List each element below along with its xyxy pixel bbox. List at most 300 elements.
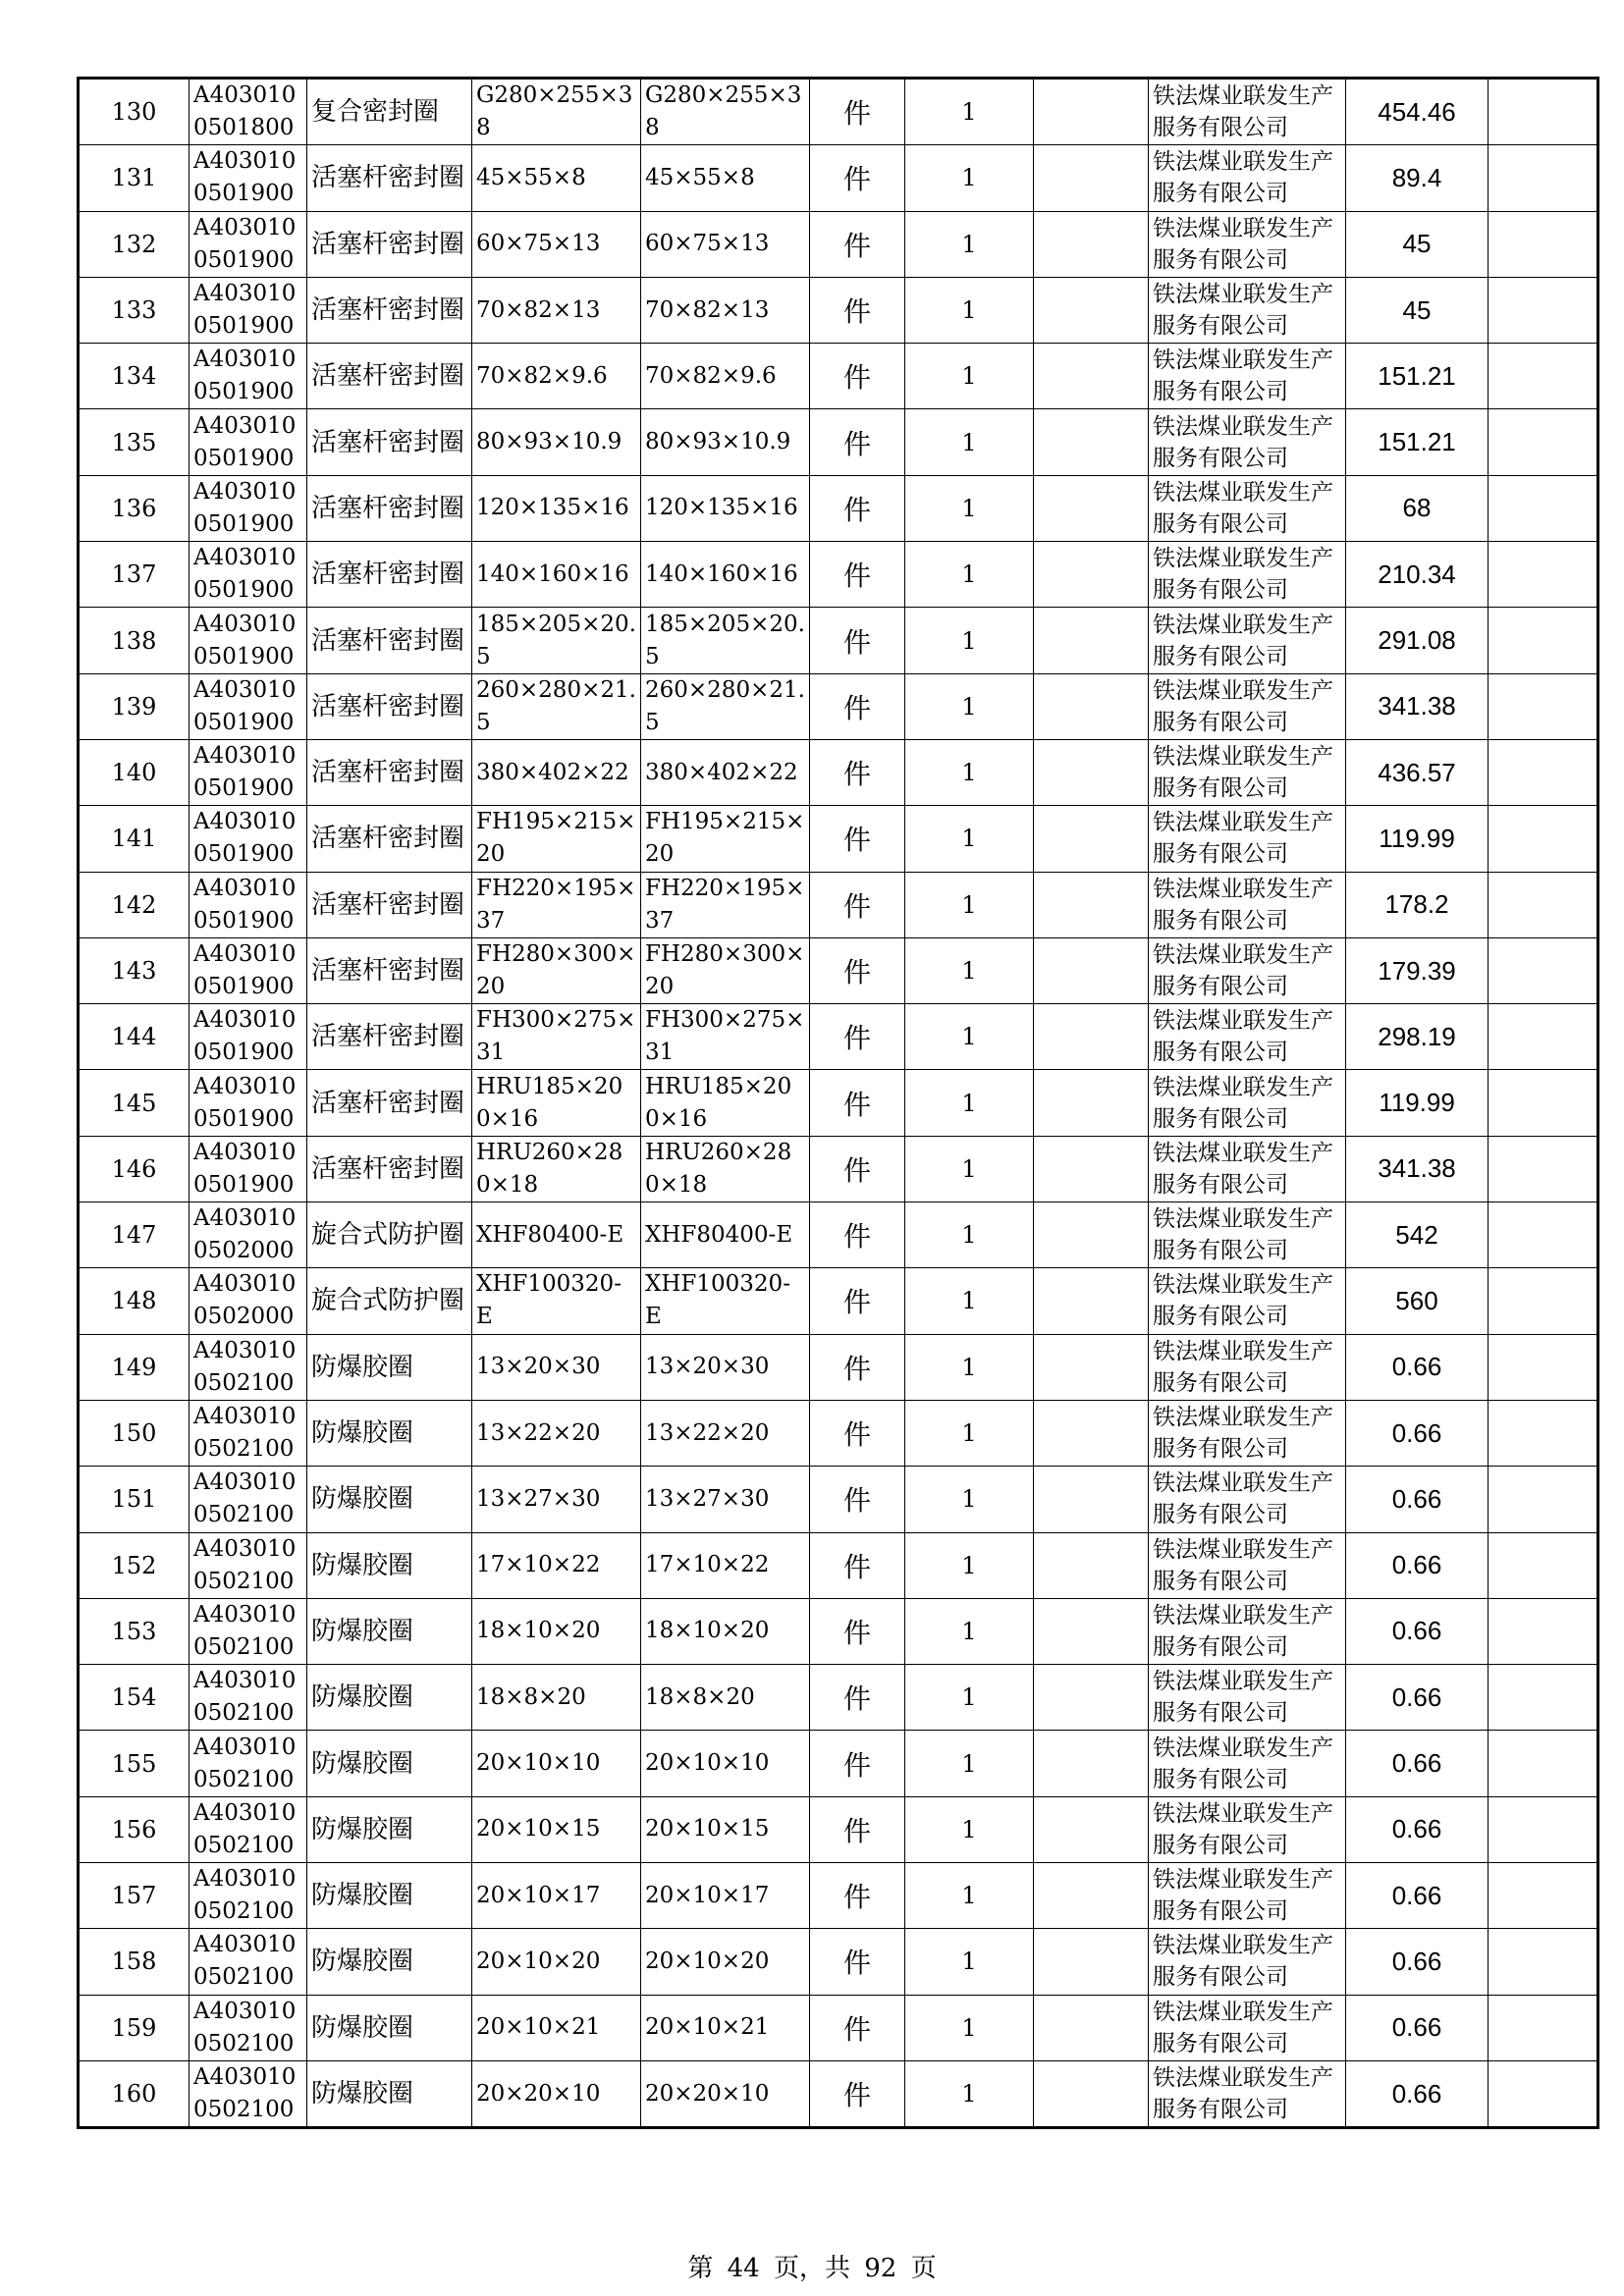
unit: 件 bbox=[810, 145, 905, 211]
remark-cell bbox=[1489, 1796, 1598, 1862]
specification: 70×82×13 bbox=[472, 277, 641, 343]
table-row bbox=[79, 1863, 1598, 1929]
quantity: 1 bbox=[905, 1532, 1034, 1598]
material-code: A4030100501900 bbox=[189, 475, 307, 541]
quantity: 1 bbox=[905, 542, 1034, 608]
blank-cell bbox=[1034, 1796, 1149, 1862]
material-name: 活塞杆密封圈 bbox=[307, 542, 472, 608]
specification: 18×10×20 bbox=[472, 1598, 641, 1664]
quantity: 1 bbox=[905, 1863, 1034, 1929]
quantity: 1 bbox=[905, 1731, 1034, 1796]
table-row bbox=[79, 739, 1598, 805]
unit: 件 bbox=[810, 608, 905, 673]
model: 13×22×20 bbox=[641, 1400, 810, 1466]
unit-price: 436.57 bbox=[1346, 739, 1489, 805]
unit-price: 0.66 bbox=[1346, 2060, 1489, 2127]
unit-price: 298.19 bbox=[1346, 1004, 1489, 1070]
row-number: 153 bbox=[79, 1598, 189, 1664]
specification: 20×10×20 bbox=[472, 1929, 641, 1995]
model: 20×10×10 bbox=[641, 1731, 810, 1796]
blank-cell bbox=[1034, 739, 1149, 805]
supplier: 铁法煤业联发生产服务有限公司 bbox=[1149, 277, 1346, 343]
remark-cell bbox=[1489, 1731, 1598, 1796]
model: 13×20×30 bbox=[641, 1334, 810, 1400]
supplier: 铁法煤业联发生产服务有限公司 bbox=[1149, 608, 1346, 673]
unit: 件 bbox=[810, 1995, 905, 2060]
material-code: A4030100502100 bbox=[189, 1995, 307, 2060]
price-table bbox=[77, 77, 1599, 2129]
unit-price: 341.38 bbox=[1346, 673, 1489, 739]
supplier: 铁法煤业联发生产服务有限公司 bbox=[1149, 1665, 1346, 1731]
blank-cell bbox=[1034, 1731, 1149, 1796]
unit-price: 119.99 bbox=[1346, 1070, 1489, 1136]
quantity: 1 bbox=[905, 1995, 1034, 2060]
blank-cell bbox=[1034, 872, 1149, 937]
supplier: 铁法煤业联发生产服务有限公司 bbox=[1149, 1268, 1346, 1334]
remark-cell bbox=[1489, 79, 1598, 145]
blank-cell bbox=[1034, 344, 1149, 409]
model: HRU260×280×18 bbox=[641, 1136, 810, 1201]
model: 60×75×13 bbox=[641, 211, 810, 277]
table-row bbox=[79, 1400, 1598, 1466]
material-name: 复合密封圈 bbox=[307, 79, 472, 145]
blank-cell bbox=[1034, 673, 1149, 739]
table-row bbox=[79, 872, 1598, 937]
remark-cell bbox=[1489, 1070, 1598, 1136]
unit: 件 bbox=[810, 1863, 905, 1929]
quantity: 1 bbox=[905, 1929, 1034, 1995]
specification: 60×75×13 bbox=[472, 211, 641, 277]
model: 70×82×9.6 bbox=[641, 344, 810, 409]
material-code: A4030100501900 bbox=[189, 1136, 307, 1201]
specification: 140×160×16 bbox=[472, 542, 641, 608]
material-name: 活塞杆密封圈 bbox=[307, 1070, 472, 1136]
material-name: 防爆胶圈 bbox=[307, 1796, 472, 1862]
table-row bbox=[79, 1532, 1598, 1598]
table-row bbox=[79, 2060, 1598, 2127]
supplier: 铁法煤业联发生产服务有限公司 bbox=[1149, 1598, 1346, 1664]
material-name: 防爆胶圈 bbox=[307, 1863, 472, 1929]
unit: 件 bbox=[810, 1665, 905, 1731]
row-number: 137 bbox=[79, 542, 189, 608]
remark-cell bbox=[1489, 409, 1598, 475]
supplier: 铁法煤业联发生产服务有限公司 bbox=[1149, 1731, 1346, 1796]
table-row bbox=[79, 1598, 1598, 1664]
material-name: 防爆胶圈 bbox=[307, 1665, 472, 1731]
unit-price: 68 bbox=[1346, 475, 1489, 541]
row-number: 157 bbox=[79, 1863, 189, 1929]
specification: XHF100320-E bbox=[472, 1268, 641, 1334]
remark-cell bbox=[1489, 542, 1598, 608]
table-row bbox=[79, 542, 1598, 608]
model: 120×135×16 bbox=[641, 475, 810, 541]
unit-price: 0.66 bbox=[1346, 1796, 1489, 1862]
row-number: 136 bbox=[79, 475, 189, 541]
remark-cell bbox=[1489, 608, 1598, 673]
material-name: 活塞杆密封圈 bbox=[307, 673, 472, 739]
material-code: A4030100502100 bbox=[189, 1400, 307, 1466]
unit: 件 bbox=[810, 1796, 905, 1862]
table-row bbox=[79, 277, 1598, 343]
material-code: A4030100502000 bbox=[189, 1202, 307, 1268]
table-row bbox=[79, 79, 1598, 145]
blank-cell bbox=[1034, 1532, 1149, 1598]
model: 20×10×17 bbox=[641, 1863, 810, 1929]
supplier: 铁法煤业联发生产服务有限公司 bbox=[1149, 1334, 1346, 1400]
row-number: 160 bbox=[79, 2060, 189, 2127]
table-row bbox=[79, 1070, 1598, 1136]
quantity: 1 bbox=[905, 806, 1034, 872]
model: FH300×275×31 bbox=[641, 1004, 810, 1070]
model: 18×8×20 bbox=[641, 1665, 810, 1731]
material-code: A4030100501900 bbox=[189, 409, 307, 475]
row-number: 156 bbox=[79, 1796, 189, 1862]
remark-cell bbox=[1489, 1995, 1598, 2060]
quantity: 1 bbox=[905, 1400, 1034, 1466]
specification: 13×27×30 bbox=[472, 1467, 641, 1532]
material-code: A4030100501900 bbox=[189, 673, 307, 739]
material-name: 活塞杆密封圈 bbox=[307, 608, 472, 673]
blank-cell bbox=[1034, 1863, 1149, 1929]
supplier: 铁法煤业联发生产服务有限公司 bbox=[1149, 145, 1346, 211]
blank-cell bbox=[1034, 1268, 1149, 1334]
unit-price: 0.66 bbox=[1346, 1995, 1489, 2060]
table-row bbox=[79, 145, 1598, 211]
material-code: A4030100501900 bbox=[189, 937, 307, 1003]
material-code: A4030100501900 bbox=[189, 277, 307, 343]
table-body bbox=[79, 79, 1598, 2128]
row-number: 142 bbox=[79, 872, 189, 937]
row-number: 152 bbox=[79, 1532, 189, 1598]
specification: FH280×300×20 bbox=[472, 937, 641, 1003]
specification: 20×20×10 bbox=[472, 2060, 641, 2127]
material-name: 旋合式防护圈 bbox=[307, 1268, 472, 1334]
material-code: A4030100501900 bbox=[189, 211, 307, 277]
specification: HRU185×200×16 bbox=[472, 1070, 641, 1136]
quantity: 1 bbox=[905, 277, 1034, 343]
unit: 件 bbox=[810, 937, 905, 1003]
row-number: 145 bbox=[79, 1070, 189, 1136]
table-row bbox=[79, 1202, 1598, 1268]
quantity: 1 bbox=[905, 1268, 1034, 1334]
blank-cell bbox=[1034, 475, 1149, 541]
supplier: 铁法煤业联发生产服务有限公司 bbox=[1149, 806, 1346, 872]
row-number: 139 bbox=[79, 673, 189, 739]
material-code: A4030100501900 bbox=[189, 608, 307, 673]
unit: 件 bbox=[810, 872, 905, 937]
unit-price: 89.4 bbox=[1346, 145, 1489, 211]
table-row bbox=[79, 344, 1598, 409]
unit-price: 151.21 bbox=[1346, 409, 1489, 475]
unit: 件 bbox=[810, 1136, 905, 1201]
model: 260×280×21.5 bbox=[641, 673, 810, 739]
specification: 260×280×21.5 bbox=[472, 673, 641, 739]
row-number: 140 bbox=[79, 739, 189, 805]
material-code: A4030100502100 bbox=[189, 1467, 307, 1532]
row-number: 146 bbox=[79, 1136, 189, 1201]
unit: 件 bbox=[810, 673, 905, 739]
material-name: 防爆胶圈 bbox=[307, 1929, 472, 1995]
table-row bbox=[79, 673, 1598, 739]
row-number: 130 bbox=[79, 79, 189, 145]
remark-cell bbox=[1489, 145, 1598, 211]
specification: 20×10×17 bbox=[472, 1863, 641, 1929]
material-code: A4030100502100 bbox=[189, 1665, 307, 1731]
model: 45×55×8 bbox=[641, 145, 810, 211]
material-code: A4030100502100 bbox=[189, 2060, 307, 2127]
unit-price: 151.21 bbox=[1346, 344, 1489, 409]
quantity: 1 bbox=[905, 872, 1034, 937]
remark-cell bbox=[1489, 1268, 1598, 1334]
unit: 件 bbox=[810, 1598, 905, 1664]
unit-price: 178.2 bbox=[1346, 872, 1489, 937]
supplier: 铁法煤业联发生产服务有限公司 bbox=[1149, 1070, 1346, 1136]
row-number: 159 bbox=[79, 1995, 189, 2060]
unit-price: 0.66 bbox=[1346, 1929, 1489, 1995]
material-code: A4030100502100 bbox=[189, 1796, 307, 1862]
unit-price: 454.46 bbox=[1346, 79, 1489, 145]
unit: 件 bbox=[810, 1929, 905, 1995]
unit-price: 341.38 bbox=[1346, 1136, 1489, 1201]
unit: 件 bbox=[810, 806, 905, 872]
row-number: 135 bbox=[79, 409, 189, 475]
model: 80×93×10.9 bbox=[641, 409, 810, 475]
blank-cell bbox=[1034, 277, 1149, 343]
table-row bbox=[79, 1731, 1598, 1796]
unit-price: 291.08 bbox=[1346, 608, 1489, 673]
blank-cell bbox=[1034, 1202, 1149, 1268]
material-name: 活塞杆密封圈 bbox=[307, 277, 472, 343]
remark-cell bbox=[1489, 937, 1598, 1003]
specification: HRU260×280×18 bbox=[472, 1136, 641, 1201]
supplier: 铁法煤业联发生产服务有限公司 bbox=[1149, 1004, 1346, 1070]
row-number: 138 bbox=[79, 608, 189, 673]
specification: 80×93×10.9 bbox=[472, 409, 641, 475]
material-code: A4030100501900 bbox=[189, 1004, 307, 1070]
material-name: 防爆胶圈 bbox=[307, 1598, 472, 1664]
blank-cell bbox=[1034, 409, 1149, 475]
model: XHF80400-E bbox=[641, 1202, 810, 1268]
blank-cell bbox=[1034, 1929, 1149, 1995]
material-name: 活塞杆密封圈 bbox=[307, 739, 472, 805]
blank-cell bbox=[1034, 1070, 1149, 1136]
material-name: 防爆胶圈 bbox=[307, 1400, 472, 1466]
specification: FH195×215×20 bbox=[472, 806, 641, 872]
supplier: 铁法煤业联发生产服务有限公司 bbox=[1149, 409, 1346, 475]
material-code: A4030100501900 bbox=[189, 872, 307, 937]
material-code: A4030100502100 bbox=[189, 1929, 307, 1995]
remark-cell bbox=[1489, 211, 1598, 277]
remark-cell bbox=[1489, 1467, 1598, 1532]
material-code: A4030100501900 bbox=[189, 344, 307, 409]
material-name: 防爆胶圈 bbox=[307, 1467, 472, 1532]
page-number: 第 44 页，共 92 页 bbox=[687, 2254, 937, 2283]
remark-cell bbox=[1489, 1334, 1598, 1400]
table-row bbox=[79, 608, 1598, 673]
model: 18×10×20 bbox=[641, 1598, 810, 1664]
blank-cell bbox=[1034, 542, 1149, 608]
row-number: 151 bbox=[79, 1467, 189, 1532]
model: 20×10×20 bbox=[641, 1929, 810, 1995]
remark-cell bbox=[1489, 1665, 1598, 1731]
specification: FH300×275×31 bbox=[472, 1004, 641, 1070]
supplier: 铁法煤业联发生产服务有限公司 bbox=[1149, 1202, 1346, 1268]
supplier: 铁法煤业联发生产服务有限公司 bbox=[1149, 1863, 1346, 1929]
supplier: 铁法煤业联发生产服务有限公司 bbox=[1149, 211, 1346, 277]
model: G280×255×38 bbox=[641, 79, 810, 145]
specification: 380×402×22 bbox=[472, 739, 641, 805]
quantity: 1 bbox=[905, 1334, 1034, 1400]
specification: 17×10×22 bbox=[472, 1532, 641, 1598]
supplier: 铁法煤业联发生产服务有限公司 bbox=[1149, 1400, 1346, 1466]
table-row bbox=[79, 211, 1598, 277]
remark-cell bbox=[1489, 1004, 1598, 1070]
blank-cell bbox=[1034, 1598, 1149, 1664]
specification: 70×82×9.6 bbox=[472, 344, 641, 409]
quantity: 1 bbox=[905, 937, 1034, 1003]
model: 20×10×21 bbox=[641, 1995, 810, 2060]
model: 17×10×22 bbox=[641, 1532, 810, 1598]
remark-cell bbox=[1489, 1598, 1598, 1664]
material-name: 活塞杆密封圈 bbox=[307, 475, 472, 541]
material-code: A4030100501900 bbox=[189, 145, 307, 211]
supplier: 铁法煤业联发生产服务有限公司 bbox=[1149, 872, 1346, 937]
quantity: 1 bbox=[905, 608, 1034, 673]
model: HRU185×200×16 bbox=[641, 1070, 810, 1136]
quantity: 1 bbox=[905, 344, 1034, 409]
row-number: 144 bbox=[79, 1004, 189, 1070]
unit-price: 0.66 bbox=[1346, 1400, 1489, 1466]
row-number: 141 bbox=[79, 806, 189, 872]
table-row bbox=[79, 475, 1598, 541]
specification: 18×8×20 bbox=[472, 1665, 641, 1731]
material-code: A4030100502100 bbox=[189, 1598, 307, 1664]
blank-cell bbox=[1034, 211, 1149, 277]
supplier: 铁法煤业联发生产服务有限公司 bbox=[1149, 673, 1346, 739]
unit: 件 bbox=[810, 1334, 905, 1400]
model: 13×27×30 bbox=[641, 1467, 810, 1532]
supplier: 铁法煤业联发生产服务有限公司 bbox=[1149, 1929, 1346, 1995]
material-code: A4030100501900 bbox=[189, 806, 307, 872]
blank-cell bbox=[1034, 608, 1149, 673]
blank-cell bbox=[1034, 1136, 1149, 1201]
specification: G280×255×38 bbox=[472, 79, 641, 145]
material-name: 活塞杆密封圈 bbox=[307, 211, 472, 277]
unit: 件 bbox=[810, 1070, 905, 1136]
blank-cell bbox=[1034, 937, 1149, 1003]
material-name: 活塞杆密封圈 bbox=[307, 1136, 472, 1201]
supplier: 铁法煤业联发生产服务有限公司 bbox=[1149, 1995, 1346, 2060]
material-name: 防爆胶圈 bbox=[307, 1731, 472, 1796]
table-row bbox=[79, 1796, 1598, 1862]
quantity: 1 bbox=[905, 1598, 1034, 1664]
blank-cell bbox=[1034, 79, 1149, 145]
remark-cell bbox=[1489, 1202, 1598, 1268]
table-row bbox=[79, 806, 1598, 872]
quantity: 1 bbox=[905, 1070, 1034, 1136]
specification: 185×205×20.5 bbox=[472, 608, 641, 673]
model: 70×82×13 bbox=[641, 277, 810, 343]
table-row bbox=[79, 1995, 1598, 2060]
unit: 件 bbox=[810, 79, 905, 145]
unit-price: 0.66 bbox=[1346, 1731, 1489, 1796]
blank-cell bbox=[1034, 1995, 1149, 2060]
material-name: 防爆胶圈 bbox=[307, 1532, 472, 1598]
model: 140×160×16 bbox=[641, 542, 810, 608]
material-code: A4030100501900 bbox=[189, 1070, 307, 1136]
quantity: 1 bbox=[905, 1004, 1034, 1070]
specification: 45×55×8 bbox=[472, 145, 641, 211]
quantity: 1 bbox=[905, 1665, 1034, 1731]
model: 20×20×10 bbox=[641, 2060, 810, 2127]
row-number: 155 bbox=[79, 1731, 189, 1796]
unit-price: 45 bbox=[1346, 211, 1489, 277]
model: 20×10×15 bbox=[641, 1796, 810, 1862]
unit: 件 bbox=[810, 1731, 905, 1796]
unit: 件 bbox=[810, 2060, 905, 2127]
model: FH280×300×20 bbox=[641, 937, 810, 1003]
unit-price: 560 bbox=[1346, 1268, 1489, 1334]
supplier: 铁法煤业联发生产服务有限公司 bbox=[1149, 739, 1346, 805]
model: 185×205×20.5 bbox=[641, 608, 810, 673]
specification: 13×22×20 bbox=[472, 1400, 641, 1466]
quantity: 1 bbox=[905, 409, 1034, 475]
supplier: 铁法煤业联发生产服务有限公司 bbox=[1149, 542, 1346, 608]
remark-cell bbox=[1489, 872, 1598, 937]
remark-cell bbox=[1489, 344, 1598, 409]
table-row bbox=[79, 1665, 1598, 1731]
specification: XHF80400-E bbox=[472, 1202, 641, 1268]
row-number: 134 bbox=[79, 344, 189, 409]
supplier: 铁法煤业联发生产服务有限公司 bbox=[1149, 475, 1346, 541]
specification: FH220×195×37 bbox=[472, 872, 641, 937]
material-name: 防爆胶圈 bbox=[307, 2060, 472, 2127]
quantity: 1 bbox=[905, 79, 1034, 145]
remark-cell bbox=[1489, 1532, 1598, 1598]
unit-price: 0.66 bbox=[1346, 1334, 1489, 1400]
material-name: 防爆胶圈 bbox=[307, 1334, 472, 1400]
material-code: A4030100502100 bbox=[189, 1863, 307, 1929]
table-row bbox=[79, 1929, 1598, 1995]
material-code: A4030100502000 bbox=[189, 1268, 307, 1334]
row-number: 149 bbox=[79, 1334, 189, 1400]
quantity: 1 bbox=[905, 739, 1034, 805]
table-row bbox=[79, 937, 1598, 1003]
specification: 20×10×21 bbox=[472, 1995, 641, 2060]
unit-price: 45 bbox=[1346, 277, 1489, 343]
blank-cell bbox=[1034, 1665, 1149, 1731]
quantity: 1 bbox=[905, 1467, 1034, 1532]
quantity: 1 bbox=[905, 1796, 1034, 1862]
unit: 件 bbox=[810, 1268, 905, 1334]
material-name: 活塞杆密封圈 bbox=[307, 937, 472, 1003]
quantity: 1 bbox=[905, 1202, 1034, 1268]
supplier: 铁法煤业联发生产服务有限公司 bbox=[1149, 1467, 1346, 1532]
material-name: 活塞杆密封圈 bbox=[307, 145, 472, 211]
material-name: 活塞杆密封圈 bbox=[307, 409, 472, 475]
unit-price: 542 bbox=[1346, 1202, 1489, 1268]
material-name: 旋合式防护圈 bbox=[307, 1202, 472, 1268]
unit-price: 0.66 bbox=[1346, 1665, 1489, 1731]
remark-cell bbox=[1489, 277, 1598, 343]
blank-cell bbox=[1034, 1004, 1149, 1070]
unit-price: 0.66 bbox=[1346, 1532, 1489, 1598]
material-code: A4030100502100 bbox=[189, 1334, 307, 1400]
material-name: 活塞杆密封圈 bbox=[307, 344, 472, 409]
unit: 件 bbox=[810, 739, 905, 805]
remark-cell bbox=[1489, 739, 1598, 805]
specification: 20×10×10 bbox=[472, 1731, 641, 1796]
